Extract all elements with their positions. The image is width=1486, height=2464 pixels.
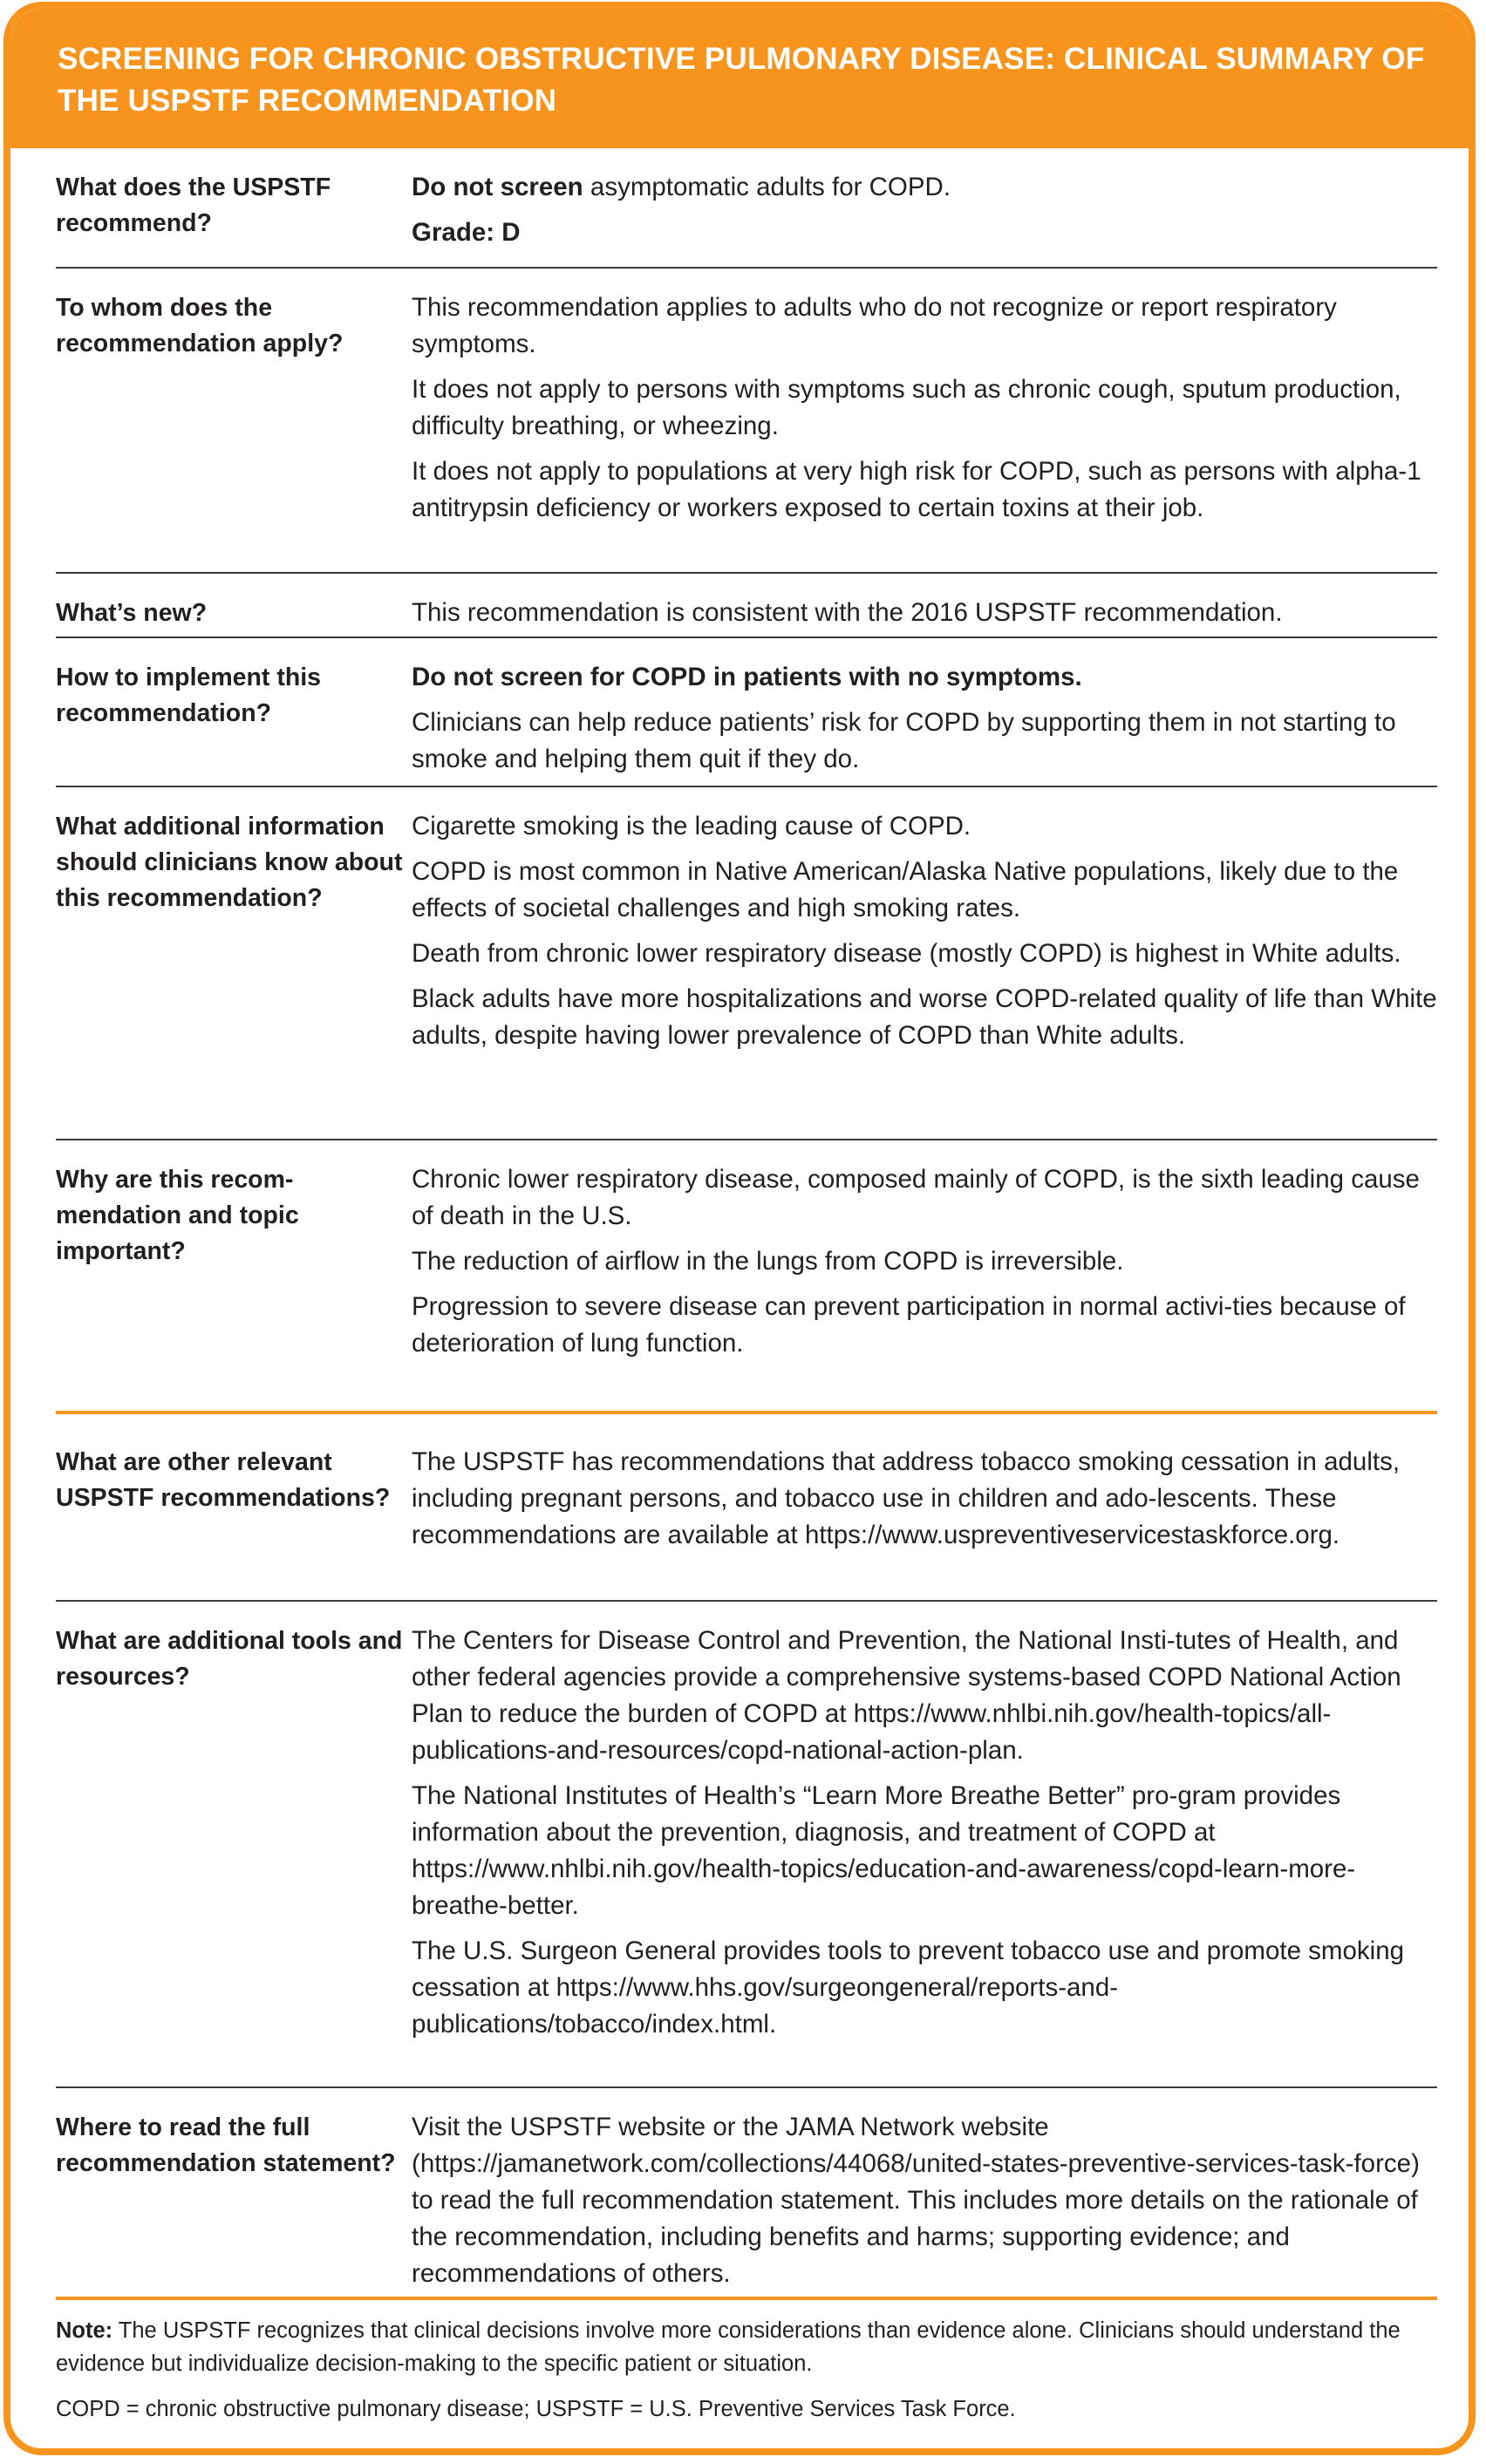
row-question: What additional information should clinicians know about this recommendation?	[56, 813, 403, 912]
answer-paragraph: Clinicians can help reduce patients’ risk for COPD by supporting them in not starting to smoke and helping them quit if they do.	[412, 708, 1396, 773]
row-question: What does the USPSTF recommend?	[56, 174, 331, 237]
summary-row-full-statement	[56, 2088, 1437, 2300]
answer-text: asymptomatic adults for COPD.	[583, 173, 951, 201]
note-text: The USPSTF recognizes that clinical decisions involve more considerations than evidence alone. Clinicians should understand the evidence but individualize decision-making to the specific patient or situation.	[56, 2318, 1401, 2376]
row-question: What are additional tools and resources?	[56, 1627, 403, 1691]
note-label: Note:	[56, 2318, 113, 2343]
answer-paragraph: It does not apply to populations at very high risk for COPD, such as persons with alpha-1 antitrypsin deficiency or workers exposed to certain toxins at their job.	[412, 457, 1421, 522]
row-answer	[412, 595, 1437, 627]
answer-paragraph	[412, 659, 1437, 696]
clinical-summary-card	[3, 2, 1476, 2455]
answer-paragraph: The National Institutes of Health’s “Learn More Breathe Better” pro-gram provides information about the prevention, diagnosis, and treatment of COPD at https://www.nhlbi.nih.gov/health-topics/education-and-awareness/copd-learn-more-breathe-better.	[412, 1781, 1356, 1920]
row-question: Why are this recom-mendation and topic important?	[56, 1166, 299, 1265]
answer-paragraph	[412, 169, 1437, 206]
answer-bold: Do not screen for COPD in patients with no symptoms.	[412, 663, 1082, 691]
answer-paragraph: This recommendation applies to adults who do not recognize or report respiratory symptoms.	[412, 293, 1337, 358]
answer-paragraph: This recommendation is consistent with the 2016 USPSTF recommendation.	[412, 598, 1283, 627]
summary-row-whats-new	[56, 574, 1437, 638]
answer-paragraph: Visit the USPSTF website or the JAMA Network website (https://jamanetwork.com/collections/44068/united-states-preventive-services-task-force) to read the full recommendation statement. This includes more details on the rationale of the recommendation, including benefits and harms; supporting evidence; and recommendations of others.	[412, 2113, 1420, 2288]
summary-header	[10, 9, 1469, 148]
answer-paragraph: Death from chronic lower respiratory disease (mostly COPD) is highest in White adults.	[412, 939, 1401, 968]
answer-paragraph: It does not apply to persons with symptoms such as chronic cough, sputum production, difficulty breathing, or wheezing.	[412, 375, 1401, 440]
answer-paragraph: The USPSTF has recommendations that address tobacco smoking cessation in adults, including pregnant persons, and tobacco use in children and ado-lescents. These recommendations are available at https://www.uspreventiveservicestaskforce.org.	[412, 1447, 1401, 1549]
summary-row-additional-info	[56, 787, 1437, 1140]
note-paragraph	[56, 2314, 1437, 2380]
summary-row-implementation	[56, 638, 1437, 787]
row-question: What’s new?	[56, 599, 208, 627]
grade-label	[412, 214, 1437, 251]
page-title: SCREENING FOR CHRONIC OBSTRUCTIVE PULMONARY DISEASE: CLINICAL SUMMARY OF THE USPSTF RECOMMENDATION	[58, 42, 1425, 118]
grade-value: Grade: D	[412, 218, 521, 247]
row-answer	[412, 289, 1437, 560]
summary-row-related-recommendations	[56, 1414, 1437, 1602]
summary-row-population	[56, 269, 1437, 574]
row-question: What are other relevant USPSTF recommendations?	[56, 1448, 391, 1512]
row-answer	[412, 808, 1437, 1126]
summary-row-recommendation	[56, 148, 1437, 269]
footnotes	[56, 2314, 1437, 2438]
row-answer	[412, 1161, 1437, 1399]
row-answer	[412, 1623, 1437, 2074]
answer-paragraph: Chronic lower respiratory disease, composed mainly of COPD, is the sixth leading cause of death in the U.S.	[412, 1165, 1420, 1230]
row-question: To whom does the recommendation apply?	[56, 294, 344, 357]
answer-paragraph: Black adults have more hospitalizations and worse COPD-related quality of life than White adults, despite having lower prevalence of COPD than White adults.	[412, 984, 1437, 1050]
summary-table	[56, 148, 1437, 2300]
answer-paragraph: Cigarette smoking is the leading cause of COPD.	[412, 812, 971, 841]
row-question: How to implement this recommendation?	[56, 664, 322, 727]
answer-paragraph: The U.S. Surgeon General provides tools to prevent tobacco use and promote smoking cessation at https://www.hhs.gov/surgeongeneral/reports-and-publications/tobacco/index.html.	[412, 1936, 1405, 2039]
answer-bold: Do not screen	[412, 173, 583, 201]
row-answer	[412, 1444, 1437, 1588]
row-question: Where to read the full recommendation statement?	[56, 2113, 396, 2177]
answer-paragraph: The Centers for Disease Control and Prevention, the National Insti-tutes of Health, and other federal agencies provide a comprehensive systems-based COPD National Action Plan to reduce the burden of COPD at https://www.nhlbi.nih.gov/health-topics/all-publications-and-resources/copd-national-action-plan.	[412, 1626, 1401, 1765]
row-answer	[412, 659, 1437, 773]
row-answer	[412, 169, 1437, 255]
answer-paragraph: The reduction of airflow in the lungs from COPD is irreversible.	[412, 1247, 1124, 1276]
summary-row-tools-resources	[56, 1602, 1437, 2088]
answer-paragraph: COPD is most common in Native American/Alaska Native populations, likely due to the effects of societal challenges and high smoking rates.	[412, 857, 1399, 922]
row-answer	[412, 2109, 1437, 2288]
summary-row-importance	[56, 1140, 1437, 1414]
answer-paragraph: Progression to severe disease can prevent participation in normal activi-ties because of deterioration of lung function.	[412, 1292, 1406, 1358]
abbreviations: COPD = chronic obstructive pulmonary disease; USPSTF = U.S. Preventive Services Task Force.	[56, 2397, 1016, 2421]
